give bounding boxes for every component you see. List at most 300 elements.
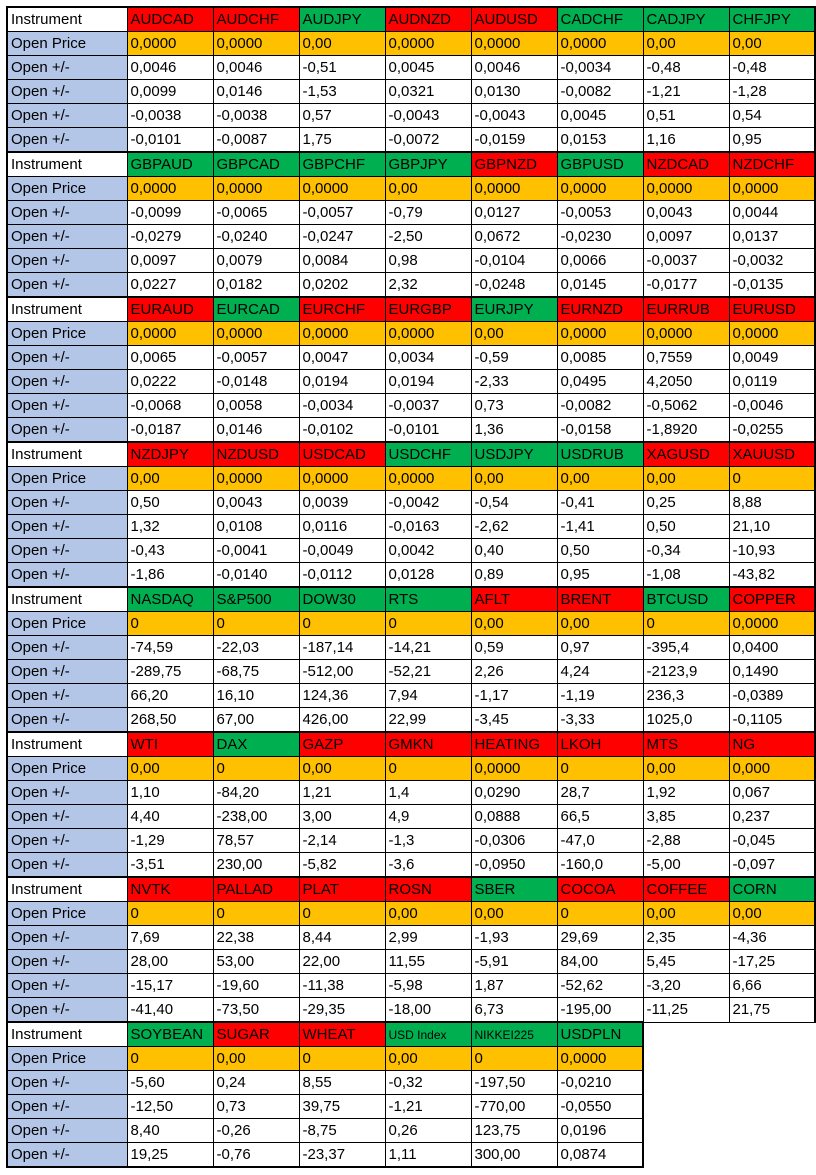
open-price-cell[interactable]: 0,0000	[385, 32, 471, 56]
instrument-header-cell[interactable]: NVTK	[127, 877, 213, 902]
row-label-cell[interactable]: Instrument	[7, 1022, 127, 1047]
change-value-cell[interactable]: -0,0140	[213, 563, 299, 588]
change-value-cell[interactable]: 0,50	[643, 515, 729, 539]
row-label-cell[interactable]: Open +/-	[7, 684, 127, 708]
change-value-cell[interactable]: -73,50	[213, 998, 299, 1023]
open-price-cell[interactable]: 0,0000	[213, 322, 299, 346]
row-label-cell[interactable]: Open +/-	[7, 491, 127, 515]
instrument-header-cell[interactable]: EURAUD	[127, 297, 213, 322]
change-value-cell[interactable]: -0,0046	[729, 394, 815, 418]
instrument-header-cell[interactable]: EURCHF	[299, 297, 385, 322]
open-price-cell[interactable]: 0,00	[471, 322, 557, 346]
open-price-cell[interactable]: 0,0000	[127, 177, 213, 201]
change-value-cell[interactable]: -17,25	[729, 950, 815, 974]
change-value-cell[interactable]: 0,0146	[213, 418, 299, 443]
instrument-header-cell[interactable]: XAUUSD	[729, 442, 815, 467]
open-price-cell[interactable]: 0,00	[643, 467, 729, 491]
change-value-cell[interactable]: 0,89	[471, 563, 557, 588]
change-value-cell[interactable]: 1,32	[127, 515, 213, 539]
row-label-cell[interactable]: Open +/-	[7, 128, 127, 153]
row-label-cell[interactable]: Open +/-	[7, 708, 127, 733]
change-value-cell[interactable]: -0,0072	[385, 128, 471, 153]
change-value-cell[interactable]: -4,36	[729, 926, 815, 950]
change-value-cell[interactable]: -0,0159	[471, 128, 557, 153]
change-value-cell[interactable]: -770,00	[471, 1095, 557, 1119]
open-price-cell[interactable]: 0	[127, 612, 213, 636]
change-value-cell[interactable]: -0,0101	[385, 418, 471, 443]
change-value-cell[interactable]: 0,0874	[557, 1143, 643, 1168]
row-label-cell[interactable]: Open +/-	[7, 273, 127, 298]
change-value-cell[interactable]: 7,69	[127, 926, 213, 950]
change-value-cell[interactable]: 0,0049	[729, 346, 815, 370]
change-value-cell[interactable]: -29,35	[299, 998, 385, 1023]
change-value-cell[interactable]: 0,0043	[643, 201, 729, 225]
instrument-header-cell[interactable]: GBPCHF	[299, 152, 385, 177]
row-label-cell[interactable]: Open +/-	[7, 201, 127, 225]
open-price-cell[interactable]: 0	[385, 757, 471, 781]
instrument-header-cell[interactable]: COCOA	[557, 877, 643, 902]
change-value-cell[interactable]: -0,0104	[471, 249, 557, 273]
open-price-cell[interactable]: 0,0000	[729, 322, 815, 346]
change-value-cell[interactable]: -3,20	[643, 974, 729, 998]
change-value-cell[interactable]: 0,95	[557, 563, 643, 588]
instrument-header-cell[interactable]: EURJPY	[471, 297, 557, 322]
change-value-cell[interactable]: -0,0099	[127, 201, 213, 225]
change-value-cell[interactable]: -2,88	[643, 829, 729, 853]
instrument-header-cell[interactable]: GBPNZD	[471, 152, 557, 177]
open-price-cell[interactable]: 0,0000	[213, 467, 299, 491]
change-value-cell[interactable]: -395,4	[643, 636, 729, 660]
open-price-cell[interactable]: 0,0000	[729, 177, 815, 201]
instrument-header-cell[interactable]: ROSN	[385, 877, 471, 902]
open-price-cell[interactable]: 0,0000	[127, 32, 213, 56]
change-value-cell[interactable]: 21,75	[729, 998, 815, 1023]
change-value-cell[interactable]: -2,14	[299, 829, 385, 853]
change-value-cell[interactable]: -195,00	[557, 998, 643, 1023]
change-value-cell[interactable]: 0,0046	[213, 56, 299, 80]
change-value-cell[interactable]: 230,00	[213, 853, 299, 878]
change-value-cell[interactable]: -1,8920	[643, 418, 729, 443]
open-price-cell[interactable]: 0,0000	[557, 177, 643, 201]
row-label-cell[interactable]: Open +/-	[7, 829, 127, 853]
change-value-cell[interactable]: 84,00	[557, 950, 643, 974]
row-label-cell[interactable]: Open +/-	[7, 1143, 127, 1168]
change-value-cell[interactable]: 0,0227	[127, 273, 213, 298]
row-label-cell[interactable]: Open +/-	[7, 926, 127, 950]
row-label-cell[interactable]: Open +/-	[7, 1095, 127, 1119]
change-value-cell[interactable]: -0,0032	[729, 249, 815, 273]
change-value-cell[interactable]: -0,51	[299, 56, 385, 80]
row-label-cell[interactable]: Open +/-	[7, 660, 127, 684]
change-value-cell[interactable]: 236,3	[643, 684, 729, 708]
change-value-cell[interactable]: 28,7	[557, 781, 643, 805]
instrument-header-cell[interactable]: S&P500	[213, 587, 299, 612]
change-value-cell[interactable]: -5,60	[127, 1071, 213, 1095]
change-value-cell[interactable]: 268,50	[127, 708, 213, 733]
row-label-cell[interactable]: Open +/-	[7, 636, 127, 660]
change-value-cell[interactable]: 0,59	[471, 636, 557, 660]
change-value-cell[interactable]: -84,20	[213, 781, 299, 805]
change-value-cell[interactable]: 123,75	[471, 1119, 557, 1143]
change-value-cell[interactable]: -0,0068	[127, 394, 213, 418]
change-value-cell[interactable]: 0,0084	[299, 249, 385, 273]
change-value-cell[interactable]: 0,0194	[385, 370, 471, 394]
open-price-cell[interactable]: 0	[643, 612, 729, 636]
open-price-cell[interactable]: 0,0000	[299, 177, 385, 201]
row-label-cell[interactable]: Open +/-	[7, 418, 127, 443]
open-price-cell[interactable]: 0,00	[729, 32, 815, 56]
open-price-cell[interactable]: 0,00	[643, 902, 729, 926]
instrument-header-cell[interactable]: COPPER	[729, 587, 815, 612]
change-value-cell[interactable]: -0,34	[643, 539, 729, 563]
change-value-cell[interactable]: -74,59	[127, 636, 213, 660]
change-value-cell[interactable]: 0,0099	[127, 80, 213, 104]
row-label-cell[interactable]: Open +/-	[7, 539, 127, 563]
change-value-cell[interactable]: -0,0041	[213, 539, 299, 563]
row-label-cell[interactable]: Open +/-	[7, 515, 127, 539]
change-value-cell[interactable]: -0,0043	[385, 104, 471, 128]
change-value-cell[interactable]: 2,26	[471, 660, 557, 684]
change-value-cell[interactable]: -23,37	[299, 1143, 385, 1168]
row-label-cell[interactable]: Open +/-	[7, 249, 127, 273]
row-label-cell[interactable]: Open +/-	[7, 1071, 127, 1095]
open-price-cell[interactable]: 0	[127, 1047, 213, 1071]
change-value-cell[interactable]: 0,26	[385, 1119, 471, 1143]
change-value-cell[interactable]: -41,40	[127, 998, 213, 1023]
change-value-cell[interactable]: -1,28	[729, 80, 815, 104]
instrument-header-cell[interactable]: DAX	[213, 732, 299, 757]
open-price-cell[interactable]: 0	[213, 757, 299, 781]
open-price-cell[interactable]: 0,0000	[471, 177, 557, 201]
open-price-cell[interactable]: 0	[299, 612, 385, 636]
change-value-cell[interactable]: -14,21	[385, 636, 471, 660]
change-value-cell[interactable]: 0,0046	[471, 56, 557, 80]
row-label-cell[interactable]: Open +/-	[7, 998, 127, 1023]
row-label-cell[interactable]: Instrument	[7, 442, 127, 467]
open-price-cell[interactable]: 0,0000	[643, 322, 729, 346]
change-value-cell[interactable]: 0,237	[729, 805, 815, 829]
instrument-header-cell[interactable]: LKOH	[557, 732, 643, 757]
change-value-cell[interactable]: 1,16	[643, 128, 729, 153]
open-price-cell[interactable]: 0,000	[729, 757, 815, 781]
change-value-cell[interactable]: -238,00	[213, 805, 299, 829]
change-value-cell[interactable]: 53,00	[213, 950, 299, 974]
instrument-header-cell[interactable]: GBPAUD	[127, 152, 213, 177]
change-value-cell[interactable]: 21,10	[729, 515, 815, 539]
change-value-cell[interactable]: -1,93	[471, 926, 557, 950]
change-value-cell[interactable]: 0,0146	[213, 80, 299, 104]
open-price-cell[interactable]: 0,0000	[385, 322, 471, 346]
change-value-cell[interactable]: -0,0065	[213, 201, 299, 225]
instrument-header-cell[interactable]: GBPJPY	[385, 152, 471, 177]
open-price-cell[interactable]: 0	[385, 612, 471, 636]
change-value-cell[interactable]: 2,99	[385, 926, 471, 950]
instrument-header-cell[interactable]: RTS	[385, 587, 471, 612]
instrument-header-cell[interactable]: CORN	[729, 877, 815, 902]
open-price-cell[interactable]: 0,00	[385, 177, 471, 201]
change-value-cell[interactable]: -1,21	[643, 80, 729, 104]
change-value-cell[interactable]: -0,0158	[557, 418, 643, 443]
change-value-cell[interactable]: 0,1490	[729, 660, 815, 684]
change-value-cell[interactable]: -18,00	[385, 998, 471, 1023]
change-value-cell[interactable]: -0,0389	[729, 684, 815, 708]
change-value-cell[interactable]: -0,0187	[127, 418, 213, 443]
open-price-cell[interactable]: 0,00	[643, 757, 729, 781]
instrument-header-cell[interactable]: EURGBP	[385, 297, 471, 322]
instrument-header-cell[interactable]: EURNZD	[557, 297, 643, 322]
change-value-cell[interactable]: 0,24	[213, 1071, 299, 1095]
open-price-cell[interactable]: 0,00	[471, 612, 557, 636]
change-value-cell[interactable]: 0,0137	[729, 225, 815, 249]
change-value-cell[interactable]: -0,0306	[471, 829, 557, 853]
instrument-header-cell[interactable]: EURRUB	[643, 297, 729, 322]
instrument-header-cell[interactable]: USDPLN	[557, 1022, 643, 1047]
change-value-cell[interactable]: -0,0550	[557, 1095, 643, 1119]
row-label-cell[interactable]: Open Price	[7, 757, 127, 781]
change-value-cell[interactable]: -0,5062	[643, 394, 729, 418]
change-value-cell[interactable]: -197,50	[471, 1071, 557, 1095]
instrument-header-cell[interactable]: SBER	[471, 877, 557, 902]
open-price-cell[interactable]: 0,0000	[213, 32, 299, 56]
open-price-cell[interactable]: 0,00	[299, 32, 385, 56]
change-value-cell[interactable]: 3,85	[643, 805, 729, 829]
open-price-cell[interactable]: 0,00	[643, 32, 729, 56]
instrument-header-cell[interactable]: BRENT	[557, 587, 643, 612]
change-value-cell[interactable]: -0,32	[385, 1071, 471, 1095]
row-label-cell[interactable]: Open +/-	[7, 225, 127, 249]
change-value-cell[interactable]: -0,0082	[557, 80, 643, 104]
change-value-cell[interactable]: 0,25	[643, 491, 729, 515]
change-value-cell[interactable]: 0,0042	[385, 539, 471, 563]
row-label-cell[interactable]: Instrument	[7, 587, 127, 612]
open-price-cell[interactable]: 0,00	[471, 467, 557, 491]
change-value-cell[interactable]: 0,067	[729, 781, 815, 805]
change-value-cell[interactable]: 2,35	[643, 926, 729, 950]
open-price-cell[interactable]: 0,00	[471, 902, 557, 926]
instrument-header-cell[interactable]: EURCAD	[213, 297, 299, 322]
open-price-cell[interactable]: 0,0000	[643, 177, 729, 201]
change-value-cell[interactable]: 0,0128	[385, 563, 471, 588]
change-value-cell[interactable]: 0,0066	[557, 249, 643, 273]
instrument-header-cell[interactable]: CADCHF	[557, 7, 643, 32]
change-value-cell[interactable]: 0,0222	[127, 370, 213, 394]
row-label-cell[interactable]: Open Price	[7, 177, 127, 201]
instrument-header-cell[interactable]: AUDJPY	[299, 7, 385, 32]
instrument-header-cell[interactable]: GAZP	[299, 732, 385, 757]
instrument-header-cell[interactable]: XAGUSD	[643, 442, 729, 467]
row-label-cell[interactable]: Open +/-	[7, 1119, 127, 1143]
change-value-cell[interactable]: 0,0043	[213, 491, 299, 515]
change-value-cell[interactable]: 0,7559	[643, 346, 729, 370]
change-value-cell[interactable]: 0,0321	[385, 80, 471, 104]
instrument-header-cell[interactable]: AUDUSD	[471, 7, 557, 32]
change-value-cell[interactable]: -3,33	[557, 708, 643, 733]
open-price-cell[interactable]: 0,00	[557, 467, 643, 491]
change-value-cell[interactable]: 1,21	[299, 781, 385, 805]
change-value-cell[interactable]: 0,0065	[127, 346, 213, 370]
change-value-cell[interactable]: -0,0034	[557, 56, 643, 80]
change-value-cell[interactable]: -289,75	[127, 660, 213, 684]
change-value-cell[interactable]: 0,0153	[557, 128, 643, 153]
change-value-cell[interactable]: 0,51	[643, 104, 729, 128]
change-value-cell[interactable]: -0,097	[729, 853, 815, 878]
change-value-cell[interactable]: -1,19	[557, 684, 643, 708]
change-value-cell[interactable]: -22,03	[213, 636, 299, 660]
instrument-header-cell[interactable]: USDCHF	[385, 442, 471, 467]
open-price-cell[interactable]: 0,00	[729, 902, 815, 926]
open-price-cell[interactable]: 0,0000	[385, 467, 471, 491]
open-price-cell[interactable]: 0,0000	[471, 757, 557, 781]
change-value-cell[interactable]: 0,0097	[127, 249, 213, 273]
change-value-cell[interactable]: 0,0045	[385, 56, 471, 80]
row-label-cell[interactable]: Open +/-	[7, 974, 127, 998]
change-value-cell[interactable]: -5,91	[471, 950, 557, 974]
change-value-cell[interactable]: -10,93	[729, 539, 815, 563]
row-label-cell[interactable]: Open +/-	[7, 853, 127, 878]
change-value-cell[interactable]: 22,00	[299, 950, 385, 974]
instrument-header-cell[interactable]: AUDNZD	[385, 7, 471, 32]
change-value-cell[interactable]: -0,0135	[729, 273, 815, 298]
change-value-cell[interactable]: -1,21	[385, 1095, 471, 1119]
change-value-cell[interactable]: 16,10	[213, 684, 299, 708]
instrument-header-cell[interactable]: NZDUSD	[213, 442, 299, 467]
change-value-cell[interactable]: 4,40	[127, 805, 213, 829]
change-value-cell[interactable]: -1,17	[471, 684, 557, 708]
row-label-cell[interactable]: Open +/-	[7, 370, 127, 394]
row-label-cell[interactable]: Instrument	[7, 877, 127, 902]
open-price-cell[interactable]: 0,00	[213, 1047, 299, 1071]
change-value-cell[interactable]: -512,00	[299, 660, 385, 684]
change-value-cell[interactable]: -0,0043	[471, 104, 557, 128]
change-value-cell[interactable]: -0,54	[471, 491, 557, 515]
change-value-cell[interactable]: -19,60	[213, 974, 299, 998]
instrument-header-cell[interactable]: PALLAD	[213, 877, 299, 902]
open-price-cell[interactable]: 0,0000	[557, 322, 643, 346]
open-price-cell[interactable]: 0,00	[127, 467, 213, 491]
change-value-cell[interactable]: -0,41	[557, 491, 643, 515]
change-value-cell[interactable]: -0,0087	[213, 128, 299, 153]
change-value-cell[interactable]: -0,0053	[557, 201, 643, 225]
change-value-cell[interactable]: -52,62	[557, 974, 643, 998]
change-value-cell[interactable]: 0,0145	[557, 273, 643, 298]
change-value-cell[interactable]: -0,045	[729, 829, 815, 853]
change-value-cell[interactable]: -0,59	[471, 346, 557, 370]
row-label-cell[interactable]: Open +/-	[7, 346, 127, 370]
change-value-cell[interactable]: 0,0196	[557, 1119, 643, 1143]
change-value-cell[interactable]: -0,0038	[213, 104, 299, 128]
change-value-cell[interactable]: 0,0047	[299, 346, 385, 370]
change-value-cell[interactable]: -0,0049	[299, 539, 385, 563]
change-value-cell[interactable]: -1,29	[127, 829, 213, 853]
change-value-cell[interactable]: -0,0163	[385, 515, 471, 539]
change-value-cell[interactable]: -0,0037	[385, 394, 471, 418]
row-label-cell[interactable]: Open +/-	[7, 950, 127, 974]
instrument-header-cell[interactable]: USDRUB	[557, 442, 643, 467]
open-price-cell[interactable]: 0,0000	[127, 322, 213, 346]
change-value-cell[interactable]: 1,10	[127, 781, 213, 805]
change-value-cell[interactable]: -0,1105	[729, 708, 815, 733]
change-value-cell[interactable]: 28,00	[127, 950, 213, 974]
change-value-cell[interactable]: -0,48	[729, 56, 815, 80]
change-value-cell[interactable]: 0,98	[385, 249, 471, 273]
change-value-cell[interactable]: 0,0127	[471, 201, 557, 225]
change-value-cell[interactable]: 8,88	[729, 491, 815, 515]
change-value-cell[interactable]: -5,00	[643, 853, 729, 878]
change-value-cell[interactable]: -0,0034	[299, 394, 385, 418]
open-price-cell[interactable]: 0,0000	[729, 612, 815, 636]
open-price-cell[interactable]: 0	[213, 902, 299, 926]
instrument-header-cell[interactable]: HEATING	[471, 732, 557, 757]
change-value-cell[interactable]: -0,76	[213, 1143, 299, 1168]
change-value-cell[interactable]: 8,40	[127, 1119, 213, 1143]
instrument-header-cell[interactable]: NASDAQ	[127, 587, 213, 612]
change-value-cell[interactable]: -160,0	[557, 853, 643, 878]
change-value-cell[interactable]: 6,73	[471, 998, 557, 1023]
instrument-header-cell[interactable]: PLAT	[299, 877, 385, 902]
change-value-cell[interactable]: 0,40	[471, 539, 557, 563]
change-value-cell[interactable]: 3,00	[299, 805, 385, 829]
open-price-cell[interactable]: 0,0000	[299, 322, 385, 346]
instrument-header-cell[interactable]: BTCUSD	[643, 587, 729, 612]
instrument-header-cell[interactable]: USD Index	[385, 1022, 471, 1047]
change-value-cell[interactable]: 0,73	[213, 1095, 299, 1119]
change-value-cell[interactable]: 0,0116	[299, 515, 385, 539]
change-value-cell[interactable]: 39,75	[299, 1095, 385, 1119]
change-value-cell[interactable]: 426,00	[299, 708, 385, 733]
change-value-cell[interactable]: 19,25	[127, 1143, 213, 1168]
change-value-cell[interactable]: -0,0210	[557, 1071, 643, 1095]
instrument-header-cell[interactable]: NZDCHF	[729, 152, 815, 177]
change-value-cell[interactable]: -11,25	[643, 998, 729, 1023]
row-label-cell[interactable]: Open +/-	[7, 394, 127, 418]
change-value-cell[interactable]: -0,0177	[643, 273, 729, 298]
open-price-cell[interactable]: 0,00	[557, 612, 643, 636]
change-value-cell[interactable]: -0,0247	[299, 225, 385, 249]
instrument-header-cell[interactable]: AFLT	[471, 587, 557, 612]
change-value-cell[interactable]: 2,32	[385, 273, 471, 298]
row-label-cell[interactable]: Open Price	[7, 32, 127, 56]
open-price-cell[interactable]: 0	[127, 902, 213, 926]
open-price-cell[interactable]: 0	[729, 467, 815, 491]
change-value-cell[interactable]: -187,14	[299, 636, 385, 660]
row-label-cell[interactable]: Instrument	[7, 732, 127, 757]
change-value-cell[interactable]: 66,5	[557, 805, 643, 829]
change-value-cell[interactable]: -1,3	[385, 829, 471, 853]
change-value-cell[interactable]: 0,0130	[471, 80, 557, 104]
change-value-cell[interactable]: -5,98	[385, 974, 471, 998]
change-value-cell[interactable]: 0,0046	[127, 56, 213, 80]
instrument-header-cell[interactable]: USDCAD	[299, 442, 385, 467]
change-value-cell[interactable]: -1,08	[643, 563, 729, 588]
change-value-cell[interactable]: 300,00	[471, 1143, 557, 1168]
change-value-cell[interactable]: -0,0042	[385, 491, 471, 515]
change-value-cell[interactable]: 1,87	[471, 974, 557, 998]
instrument-header-cell[interactable]: SUGAR	[213, 1022, 299, 1047]
change-value-cell[interactable]: 67,00	[213, 708, 299, 733]
change-value-cell[interactable]: 0,97	[557, 636, 643, 660]
change-value-cell[interactable]: -0,0248	[471, 273, 557, 298]
change-value-cell[interactable]: -0,0102	[299, 418, 385, 443]
change-value-cell[interactable]: 0,50	[557, 539, 643, 563]
change-value-cell[interactable]: -0,0037	[643, 249, 729, 273]
change-value-cell[interactable]: 0,50	[127, 491, 213, 515]
open-price-cell[interactable]: 0,00	[299, 757, 385, 781]
instrument-header-cell[interactable]: GBPUSD	[557, 152, 643, 177]
open-price-cell[interactable]: 0	[213, 612, 299, 636]
open-price-cell[interactable]: 0	[299, 1047, 385, 1071]
change-value-cell[interactable]: 78,57	[213, 829, 299, 853]
change-value-cell[interactable]: 0,57	[299, 104, 385, 128]
